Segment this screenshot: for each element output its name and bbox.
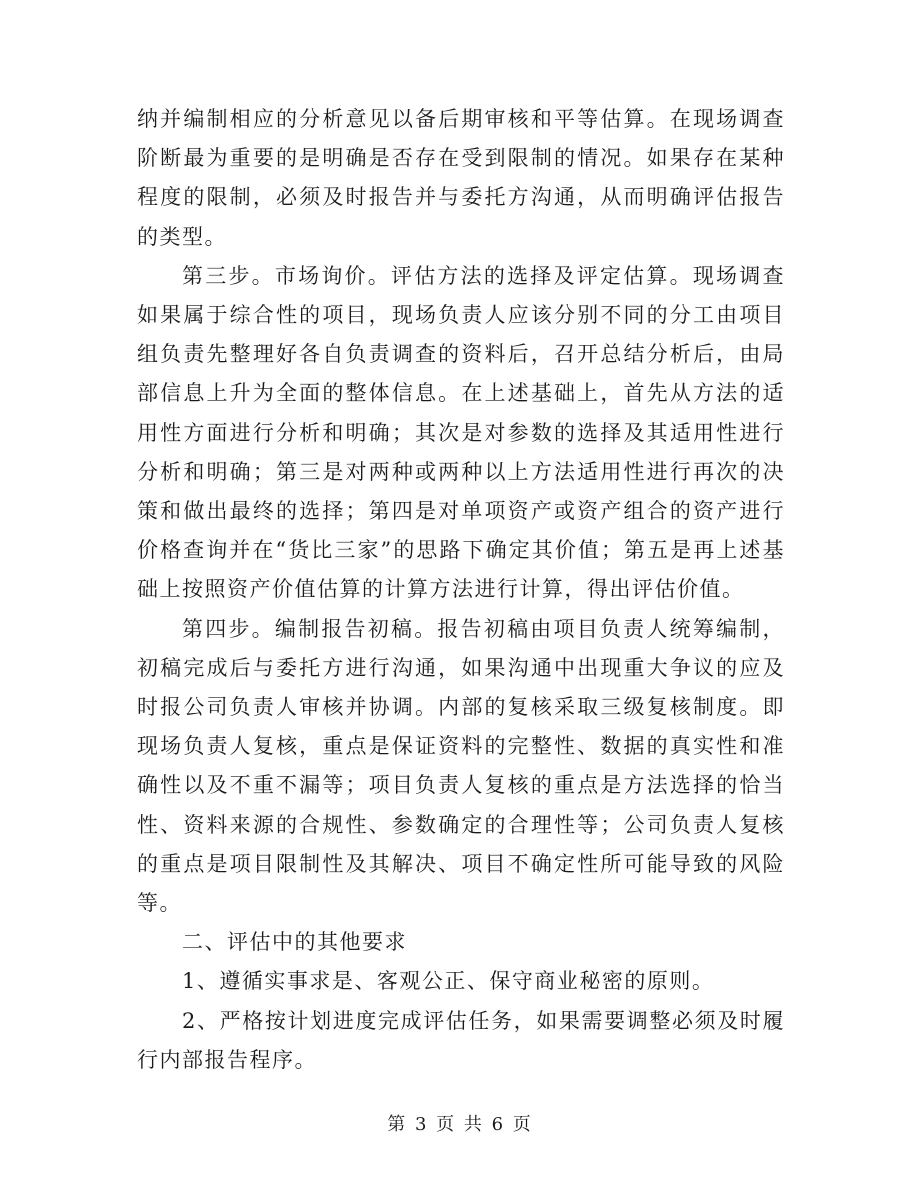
page-number-footer: 第 3 页 共 6 页	[387, 1114, 533, 1135]
document-body	[137, 100, 785, 1080]
section-heading-other-requirements: 二、评估中的其他要求	[182, 930, 407, 955]
list-item-principles: 1、遵循实事求是、客观公正、保守商业秘密的原则。	[182, 969, 715, 994]
paragraph-step-four: 第四步。编制报告初稿。报告初稿由项目负责人统筹编制，初稿完成后与委托方进行沟通，如果沟通中出现重大争议的应及时报公司负责人审核并协调。内部的复核采取三级复核制度。即现场负责人复核，重点是保证资料的完整性、数据的真实性和准确性以及不重不漏等；项目负责人复核的重点是方法选择的恰当性、资料来源的合规性、参数确定的合理性等；公司负责人复核的重点是项目限制性及其解决、项目不确定性所可能导致的风险等。	[137, 616, 785, 916]
paragraph-step-three: 第三步。市场询价。评估方法的选择及评定估算。现场调查如果属于综合性的项目，现场负责人应该分别不同的分工由项目组负责先整理好各自负责调查的资料后，召开总结分析后，由局部信息上升为全面的整体信息。在上述基础上，首先从方法的适用性方面进行分析和明确；其次是对参数的选择及其适用性进行分析和明确；第三是对两种或两种以上方法适用性进行再次的决策和做出最终的选择；第四是对单项资产或资产组合的资产进行价格查询并在“货比三家”的思路下确定其价值；第五是再上述基础上按照资产价值估算的计算方法进行计算，得出评估价值。	[137, 263, 785, 602]
list-item-schedule: 2、严格按计划进度完成评估任务，如果需要调整必须及时履行内部报告程序。	[137, 1008, 785, 1072]
paragraph-continuation: 纳并编制相应的分析意见以备后期审核和平等估算。在现场调查阶断最为重要的是明确是否存在受到限制的情况。如果存在某种程度的限制，必须及时报告并与委托方沟通，从而明确评估报告的类型。	[137, 107, 785, 249]
